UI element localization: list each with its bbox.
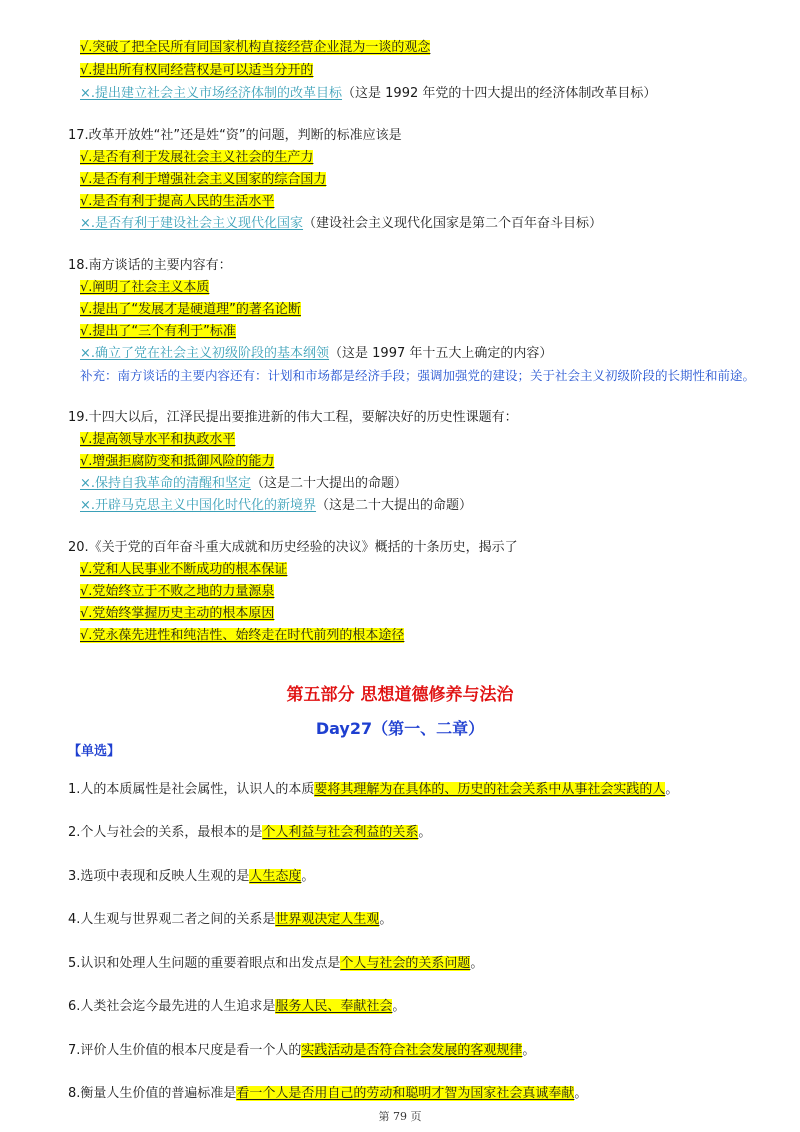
question-stem: 20.《关于党的百年奋斗重大成就和历史经验的决议》概括的十条历史，揭示了 — [68, 540, 518, 555]
item-suffix: 。 — [574, 1086, 588, 1101]
list-item — [68, 1041, 535, 1061]
option-line — [80, 148, 313, 168]
list-item — [68, 910, 392, 930]
item-answer: 实践活动是否符合社会发展的客观规律 — [301, 1043, 523, 1058]
correct-option: √.增强拒腐防变和抵御风险的能力 — [80, 454, 275, 469]
option-line — [80, 61, 313, 81]
item-answer: 人生态度 — [249, 869, 302, 884]
item-prefix: 2.个人与社会的关系，最根本的是 — [68, 825, 263, 840]
option-line — [80, 452, 274, 472]
correct-option: √.提出了“发展才是硬道理”的著名论断 — [80, 302, 301, 317]
wrong-option: ×.开辟马克思主义中国化时代化的新境界 — [80, 498, 317, 513]
wrong-option: ×.是否有利于建设社会主义现代化国家 — [80, 216, 304, 231]
correct-option: √.党始终立于不败之地的力量源泉 — [80, 584, 275, 599]
item-suffix: 。 — [379, 912, 393, 927]
day-title: Day27（第一、二章） — [315, 719, 485, 738]
item-prefix: 7.评价人生价值的根本尺度是看一个人的 — [68, 1043, 302, 1058]
correct-option: √.提高领导水平和执政水平 — [80, 432, 236, 447]
item-prefix: 3.选项中表现和反映人生观的是 — [68, 869, 250, 884]
option-line — [80, 430, 235, 450]
option-note: （建设社会主义现代化国家是第二个百年奋斗目标） — [303, 216, 603, 231]
list-item — [68, 1084, 587, 1104]
part-title: 第五部分 思想道德修养与法治 — [286, 685, 514, 705]
correct-option: √.是否有利于提高人民的生活水平 — [80, 194, 275, 209]
item-suffix: 。 — [392, 999, 406, 1014]
option-line — [80, 300, 301, 320]
option-line — [80, 84, 656, 104]
page-number: 第 79 页 — [378, 1110, 422, 1123]
list-item — [68, 997, 405, 1017]
item-suffix: 。 — [470, 956, 484, 971]
item-answer: 要将其理解为在具体的、历史的社会关系中从事社会实践的人 — [314, 782, 666, 797]
option-note: （这是二十大提出的命题） — [316, 498, 473, 513]
option-note: （这是二十大提出的命题） — [251, 476, 408, 491]
option-line — [80, 582, 274, 602]
item-prefix: 1.人的本质属性是社会属性，认识人的本质 — [68, 782, 315, 797]
item-suffix: 。 — [665, 782, 679, 797]
list-item — [68, 823, 431, 843]
correct-option: √.提出所有权同经营权是可以适当分开的 — [80, 63, 314, 78]
item-prefix: 6.人类社会迄今最先进的人生追求是 — [68, 999, 276, 1014]
correct-option: √.党始终掌握历史主动的根本原因 — [80, 606, 275, 621]
correct-option: √.党和人民事业不断成功的根本保证 — [80, 562, 288, 577]
correct-option: √.突破了把全民所有同国家机构直接经营企业混为一谈的观念 — [80, 40, 431, 55]
correct-option: √.党永葆先进性和纯洁性、始终走在时代前列的根本途径 — [80, 628, 405, 643]
correct-option: √.阐明了社会主义本质 — [80, 280, 210, 295]
wrong-option: ×.提出建立社会主义市场经济体制的改革目标 — [80, 86, 343, 101]
option-line — [80, 604, 274, 624]
item-suffix: 。 — [418, 825, 432, 840]
item-answer: 世界观决定人生观 — [275, 912, 380, 927]
list-item — [68, 780, 678, 800]
item-suffix: 。 — [522, 1043, 536, 1058]
item-answer: 看一个人是否用自己的劳动和聪明才智为国家社会真诚奉献 — [236, 1086, 575, 1101]
correct-option: √.提出了“三个有利于”标准 — [80, 324, 236, 339]
correct-option: √.是否有利于发展社会主义社会的生产力 — [80, 150, 314, 165]
correct-option: √.是否有利于增强社会主义国家的综合国力 — [80, 172, 327, 187]
option-line — [80, 474, 407, 494]
item-suffix: 。 — [301, 869, 315, 884]
question-stem: 18.南方谈话的主要内容有： — [68, 258, 232, 273]
option-note: （这是 1992 年党的十四大提出的经济体制改革目标） — [342, 86, 657, 101]
item-answer: 个人利益与社会利益的关系 — [262, 825, 419, 840]
section-tag: 【单选】 — [68, 744, 121, 759]
wrong-option: ×.确立了党在社会主义初级阶段的基本纲领 — [80, 346, 330, 361]
list-item — [68, 867, 314, 887]
option-line — [80, 170, 326, 190]
option-line — [80, 626, 404, 646]
question-stem: 19.十四大以后，江泽民提出要推进新的伟大工程，要解决好的历史性课题有： — [68, 410, 518, 425]
supplement-note: 补充：南方谈话的主要内容还有：计划和市场都是经济手段；强调加强党的建设；关于社会主义初级阶段的长期性和前途。 — [80, 368, 756, 383]
option-line — [80, 214, 602, 234]
option-line — [80, 278, 209, 298]
option-line — [80, 496, 472, 516]
item-prefix: 4.人生观与世界观二者之间的关系是 — [68, 912, 276, 927]
option-note: （这是 1997 年十五大上确定的内容） — [329, 346, 553, 361]
question-stem: 17.改革开放姓“社”还是姓“资”的问题，判断的标准应该是 — [68, 128, 402, 143]
option-line — [80, 344, 552, 364]
item-prefix: 5.认识和处理人生问题的重要着眼点和出发点是 — [68, 956, 341, 971]
item-prefix: 8.衡量人生价值的普遍标准是 — [68, 1086, 237, 1101]
option-line — [80, 560, 287, 580]
item-answer: 个人与社会的关系问题 — [340, 956, 471, 971]
option-line — [80, 38, 430, 58]
option-line — [80, 192, 274, 212]
item-answer: 服务人民、奉献社会 — [275, 999, 393, 1014]
list-item — [68, 954, 483, 974]
option-line — [80, 322, 236, 342]
wrong-option: ×.保持自我革命的清醒和坚定 — [80, 476, 252, 491]
